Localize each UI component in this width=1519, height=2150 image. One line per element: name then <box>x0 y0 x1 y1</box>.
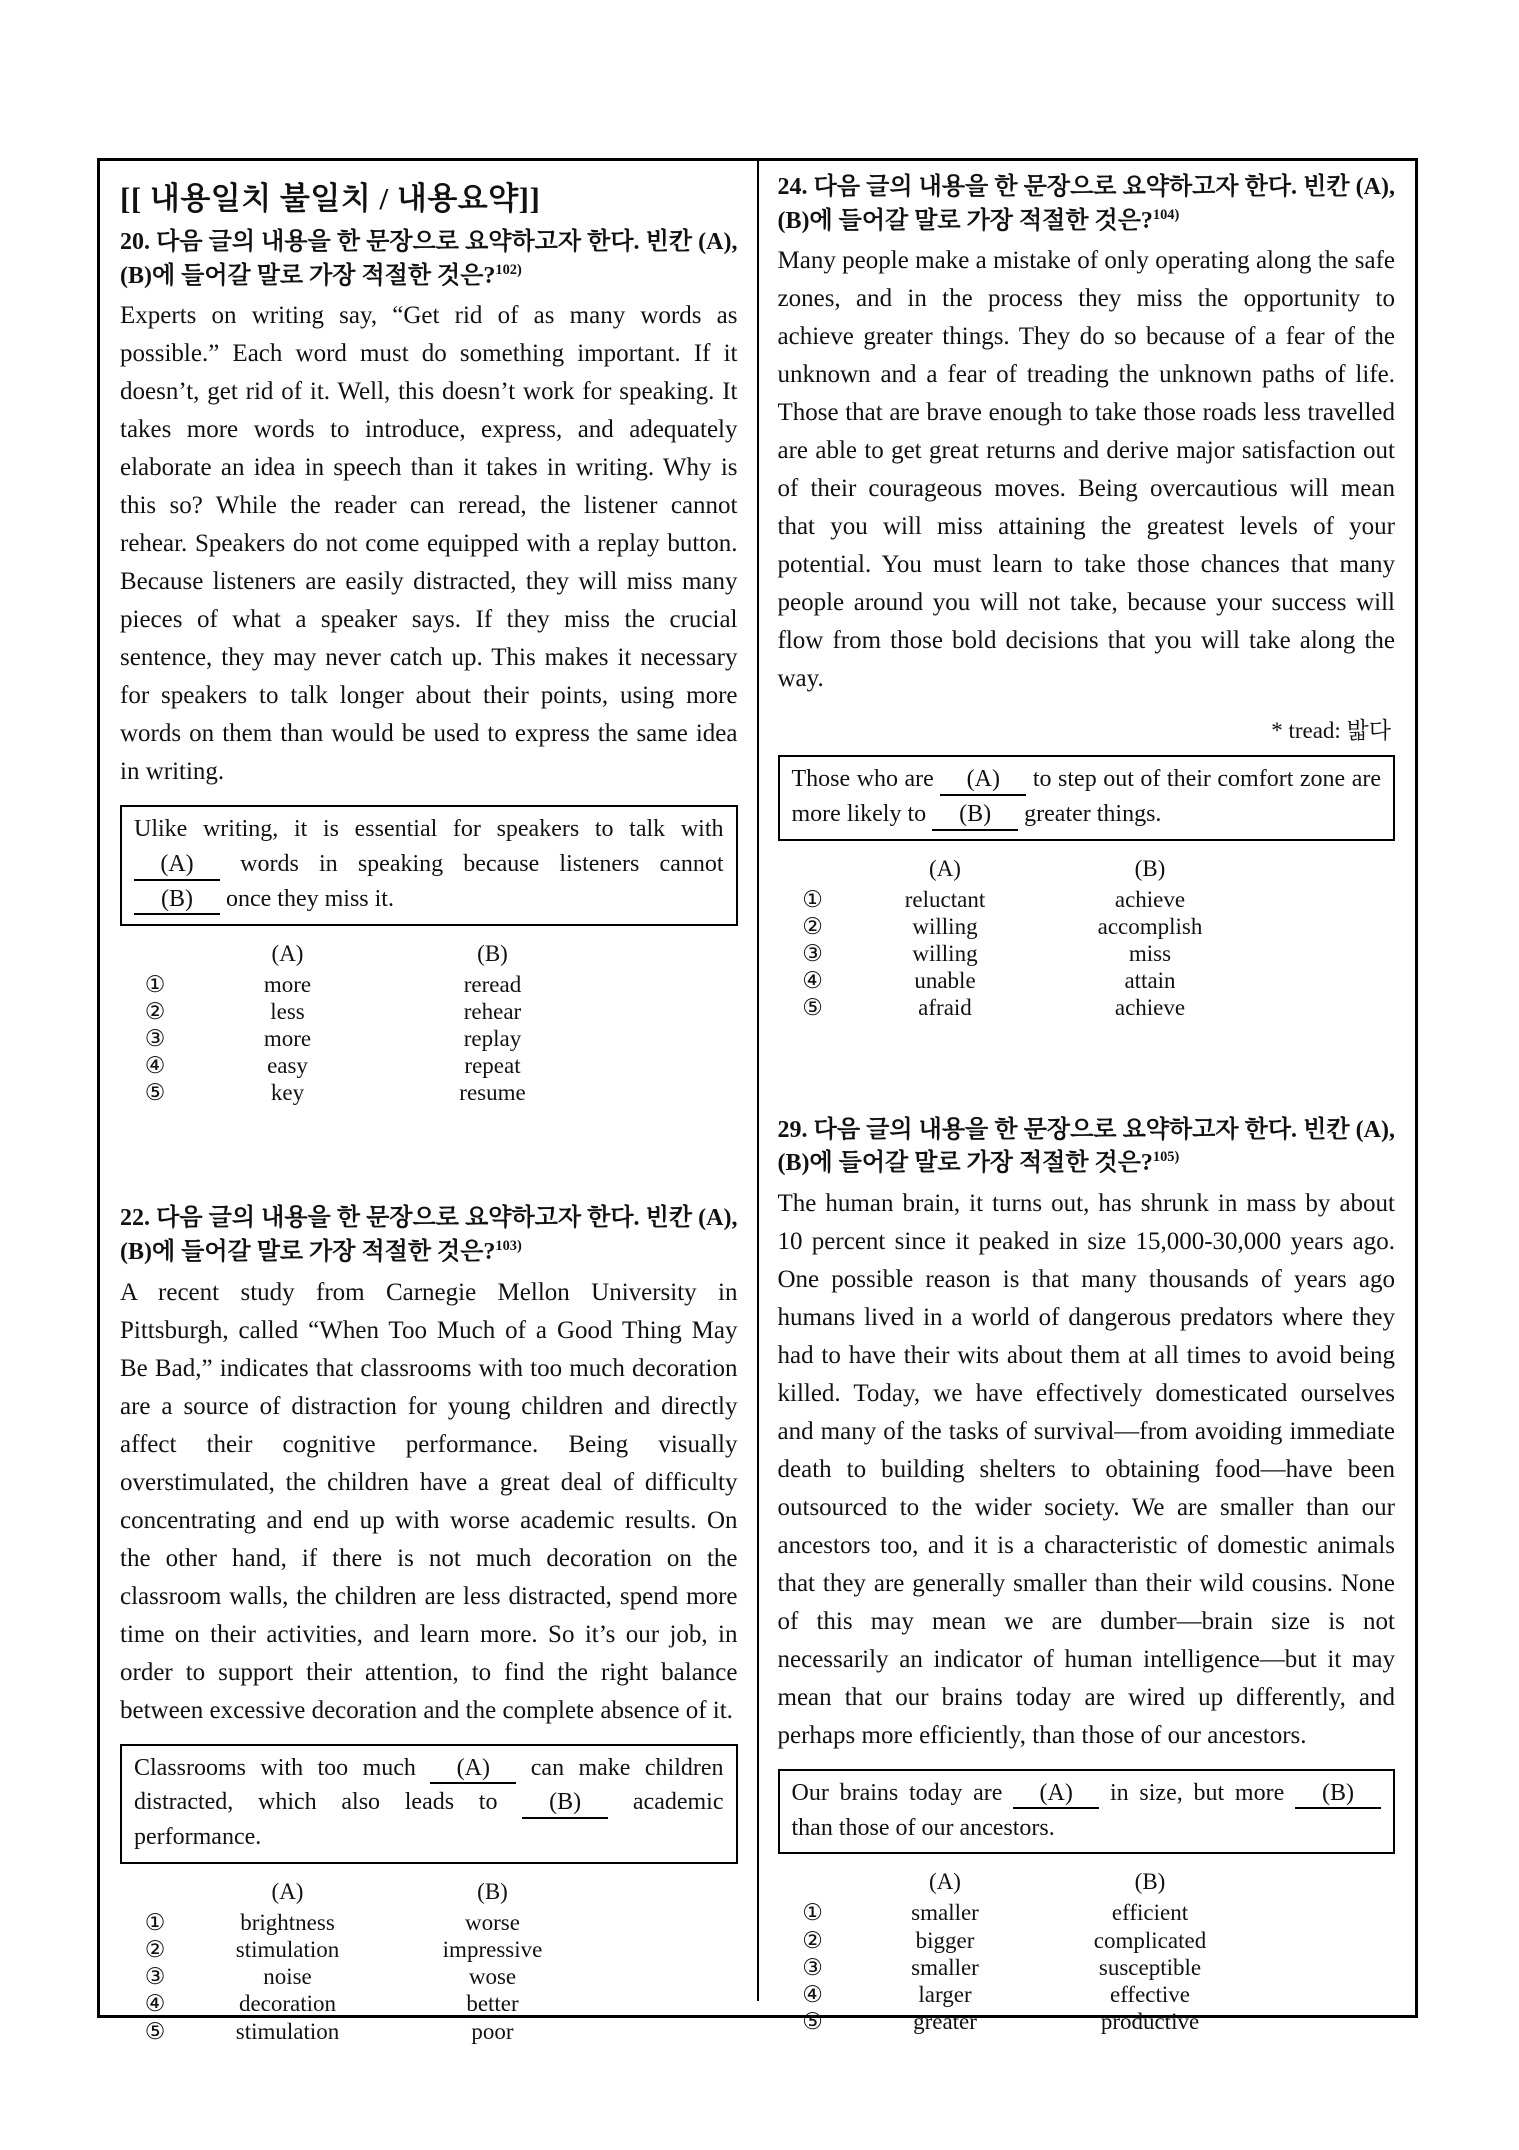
col-header-b: (B) <box>1134 1869 1166 1895</box>
option-a: smaller <box>911 1954 979 1980</box>
option-number: ⑤ <box>144 2018 166 2044</box>
question-24 <box>778 171 1396 1022</box>
option-a: stimulation <box>235 1937 340 1963</box>
passage-text: Experts on writing say, “Get rid of as many words as possible.” Each word must do something important. If it doesn’t, get rid of it. Well, this doesn’t work for speaking. It takes more words to introduce, express, and adequately elaborate an idea in speech than it takes in writing. Why is this so? While the reader can reread, the listener cannot rehear. Speakers do not come equipped with a replay button. Because listeners are easily distracted, they will miss many pieces of what a speaker says. If they miss the crucial sentence, they may never catch up. This makes it necessary for speakers to talk longer about their points, using more words on them than would be used to express the same idea in writing. <box>120 302 738 786</box>
col-header-a: (A) <box>929 855 961 881</box>
option-a: easy <box>267 1053 308 1079</box>
option-row <box>778 1981 1258 2008</box>
question-prompt <box>778 171 1396 238</box>
option-number: ② <box>144 1937 166 1963</box>
option-row <box>778 994 1258 1021</box>
summary-box <box>120 805 738 925</box>
option-a: willing <box>912 941 978 967</box>
option-number-col <box>778 855 848 882</box>
option-number: ② <box>144 998 166 1024</box>
option-number: ④ <box>144 1991 166 2017</box>
option-row <box>120 1025 600 1052</box>
option-a: more <box>263 1025 312 1051</box>
summary-text: in size, but more <box>1109 1779 1285 1806</box>
option-a: smaller <box>911 1900 979 1926</box>
blank-b: (B) <box>134 886 220 916</box>
question-20 <box>120 226 738 1106</box>
question-prompt-text: 29. 다음 글의 내용을 한 문장으로 요약하고자 한다. 빈칸 (A), (B)에 들어갈 말로 가장 적절한 것은? <box>777 1116 1395 1177</box>
option-b: replay <box>463 1025 522 1051</box>
option-b: repeat <box>464 1053 521 1079</box>
col-header-b: (B) <box>1134 855 1166 881</box>
option-row <box>120 998 600 1025</box>
option-col-headers <box>120 940 600 967</box>
summary-text: can make children distracted, which also leads to <box>134 1754 724 1816</box>
option-col-headers <box>778 1868 1258 1895</box>
option-number: ① <box>144 1910 166 1936</box>
option-a: more <box>263 971 312 997</box>
option-row <box>778 940 1258 967</box>
summary-text: words in speaking because listeners cannot <box>240 850 724 877</box>
left-column <box>100 161 758 2044</box>
option-a: key <box>270 1080 305 1106</box>
option-a: afraid <box>918 995 972 1021</box>
option-number: ③ <box>802 1954 823 1980</box>
option-number-col <box>120 940 190 967</box>
passage-text: The human brain, it turns out, has shrunk in mass by about 10 percent since it peaked in size 15,000-30,000 years ago. One possible reason is that many thousands of years ago humans lived in a world of dangerous predators where they had to have their wits about them at all times to avoid being killed. Today, we have effectively domesticated ourselves and many of the tasks of survival—from avoiding immediate death to building shelters to obtaining food—have been outsourced to the wider society. We are smaller than our ancestors too, and it is a characteristic of domestic animals that they are generally smaller than their wild cousins. None of this may mean we are dumber—brain size is not necessarily an indicator of human intelligence—but it may mean that our brains today are wired up differently, and perhaps more efficiently, than those of our ancestors. <box>777 1189 1395 1749</box>
options-table <box>778 855 1258 1022</box>
option-b: miss <box>1128 941 1172 967</box>
summary-text: Those who are <box>791 766 934 793</box>
footnote-marker: 105) <box>1152 1149 1180 1166</box>
footnote-marker: 104) <box>1152 206 1180 223</box>
option-a: less <box>270 998 305 1024</box>
option-a: bigger <box>915 1927 975 1953</box>
options-table <box>120 1878 600 2045</box>
option-b: reread <box>463 971 522 997</box>
option-number: ④ <box>802 968 823 994</box>
option-a: reluctant <box>904 886 986 912</box>
option-number-col <box>120 1878 190 1905</box>
blank-b: (B) <box>932 801 1018 831</box>
option-number: ① <box>802 1900 823 1926</box>
blank-a: (A) <box>1013 1780 1099 1810</box>
option-number: ④ <box>802 1981 823 2007</box>
summary-text: Ulike writing, it is essential for speakers to talk with <box>134 816 724 843</box>
option-row <box>778 1899 1258 1926</box>
option-b: poor <box>471 2018 514 2044</box>
option-b: wose <box>468 1964 517 1990</box>
option-b: better <box>466 1991 519 2017</box>
summary-text: academic performance. <box>134 1789 724 1851</box>
option-row <box>120 1990 600 2017</box>
question-prompt-text: 20. 다음 글의 내용을 한 문장으로 요약하고자 한다. 빈칸 (A), (B)에 들어갈 말로 가장 적절한 것은? <box>120 229 738 289</box>
passage-text: Many people make a mistake of only operating along the safe zones, and in the process they miss the opportunity to achieve greater things. They do so because of a fear of the unknown and a fear of treading the unknown paths of life. Those that are brave enough to take those roads less travelled are able to get great returns and derive major satisfaction out of their courageous moves. Being overcautious will mean that you will miss attaining the greatest levels of your potential. You must learn to take those chances that many people around you will not take, because your success will flow from those bold decisions that you will take along the way. <box>777 247 1395 693</box>
option-number: ② <box>802 914 823 940</box>
option-b: effective <box>1109 1981 1191 2007</box>
summary-text: than those of our ancestors. <box>791 1814 1055 1841</box>
option-b: impressive <box>442 1937 543 1963</box>
option-number: ③ <box>144 1964 166 1990</box>
option-col-headers <box>778 855 1258 882</box>
blank-b: (B) <box>522 1789 608 1819</box>
vertical-gap <box>778 1022 1396 1114</box>
blank-a: (A) <box>134 851 220 881</box>
option-row <box>120 1052 600 1079</box>
option-row <box>778 1927 1258 1954</box>
option-b: rehear <box>463 998 522 1024</box>
vertical-gap <box>120 1106 738 1202</box>
tread-note: * tread: 밟다 <box>1271 718 1391 744</box>
blank-a: (A) <box>430 1755 516 1785</box>
option-number: ⑤ <box>802 2008 823 2034</box>
option-a: decoration <box>238 1991 337 2017</box>
option-a: larger <box>918 1981 972 2007</box>
option-col-headers <box>120 1878 600 1905</box>
question-prompt <box>120 1202 738 1269</box>
option-row <box>120 1909 600 1936</box>
option-row <box>120 1079 600 1106</box>
right-column <box>758 161 1416 2034</box>
option-number-col <box>778 1868 848 1895</box>
option-number: ⑤ <box>144 1080 166 1106</box>
option-b: efficient <box>1111 1900 1189 1926</box>
worksheet-page-frame <box>97 158 1418 2044</box>
summary-text: greater things. <box>1024 800 1162 827</box>
option-row <box>778 2008 1258 2035</box>
question-29 <box>778 1114 1396 2036</box>
question-prompt-text: 24. 다음 글의 내용을 한 문장으로 요약하고자 한다. 빈칸 (A), (B)에 들어갈 말로 가장 적절한 것은? <box>777 174 1395 234</box>
footnote-marker: 103) <box>495 1237 522 1254</box>
question-prompt <box>778 1114 1396 1181</box>
option-b: accomplish <box>1097 914 1203 940</box>
option-number: ③ <box>802 941 823 967</box>
col-header-a: (A) <box>929 1869 961 1895</box>
option-number: ① <box>144 971 166 997</box>
summary-box <box>778 1769 1396 1855</box>
summary-text: Our brains today are <box>791 1779 1003 1806</box>
option-row <box>778 967 1258 994</box>
options-table <box>778 1868 1258 2035</box>
summary-box <box>778 755 1396 841</box>
option-b: susceptible <box>1098 1954 1202 1980</box>
option-a: noise <box>263 1964 312 1990</box>
column-divider <box>757 161 759 2001</box>
option-b: achieve <box>1114 995 1186 1021</box>
blank-b: (B) <box>1295 1780 1381 1810</box>
options-table <box>120 940 600 1107</box>
option-number: ① <box>802 886 823 912</box>
option-a: greater <box>913 2008 977 2034</box>
option-number: ② <box>802 1927 823 1953</box>
option-b: achieve <box>1114 886 1186 912</box>
option-b: resume <box>459 1080 526 1106</box>
option-row <box>778 886 1258 913</box>
option-number: ⑤ <box>802 995 823 1021</box>
summary-text: Classrooms with too much <box>134 1754 416 1781</box>
question-22 <box>120 1202 738 2044</box>
blank-a: (A) <box>940 766 1026 796</box>
option-row <box>120 1936 600 1963</box>
option-b: worse <box>465 1910 520 1936</box>
option-a: unable <box>914 968 976 994</box>
option-b: productive <box>1100 2008 1200 2034</box>
option-row <box>778 913 1258 940</box>
option-a: stimulation <box>235 2018 340 2044</box>
option-a: willing <box>912 914 978 940</box>
summary-text: once they miss it. <box>226 885 394 912</box>
option-row <box>120 971 600 998</box>
option-b: complicated <box>1093 1927 1207 1953</box>
option-b: attain <box>1124 968 1176 994</box>
question-prompt-text: 22. 다음 글의 내용을 한 문장으로 요약하고자 한다. 빈칸 (A), (B)에 들어갈 말로 가장 적절한 것은? <box>120 1205 738 1265</box>
option-row <box>778 1954 1258 1981</box>
question-prompt <box>120 226 738 293</box>
option-row <box>120 2018 600 2045</box>
section-header: [[ 내용일치 불일치 / 내용요약]] <box>120 181 541 216</box>
option-row <box>120 1963 600 1990</box>
col-header-b: (B) <box>477 1878 508 1904</box>
col-header-a: (A) <box>271 940 304 966</box>
col-header-b: (B) <box>477 940 508 966</box>
passage-text: A recent study from Carnegie Mellon University in Pittsburgh, called “When Too Much of a Good Thing May Be Bad,” indicates that classrooms with too much decoration are a source of distraction for young children and directly affect their cognitive performance. Being visually overstimulated, the children have a great deal of difficulty concentrating and end up with worse academic results. On the other hand, if there is not much decoration on the classroom walls, the children are less distracted, spend more time on their activities, and learn more. So it’s our job, in order to support their attention, to find the right balance between excessive decoration and the complete absence of it. <box>120 1278 738 1724</box>
col-header-a: (A) <box>271 1878 304 1904</box>
footnote-marker: 102) <box>495 261 522 278</box>
option-a: brightness <box>240 1910 335 1936</box>
option-number: ④ <box>144 1053 166 1079</box>
summary-box <box>120 1744 738 1864</box>
option-number: ③ <box>144 1025 166 1051</box>
summary-text: to step out of their comfort zone are more likely to <box>791 766 1381 827</box>
